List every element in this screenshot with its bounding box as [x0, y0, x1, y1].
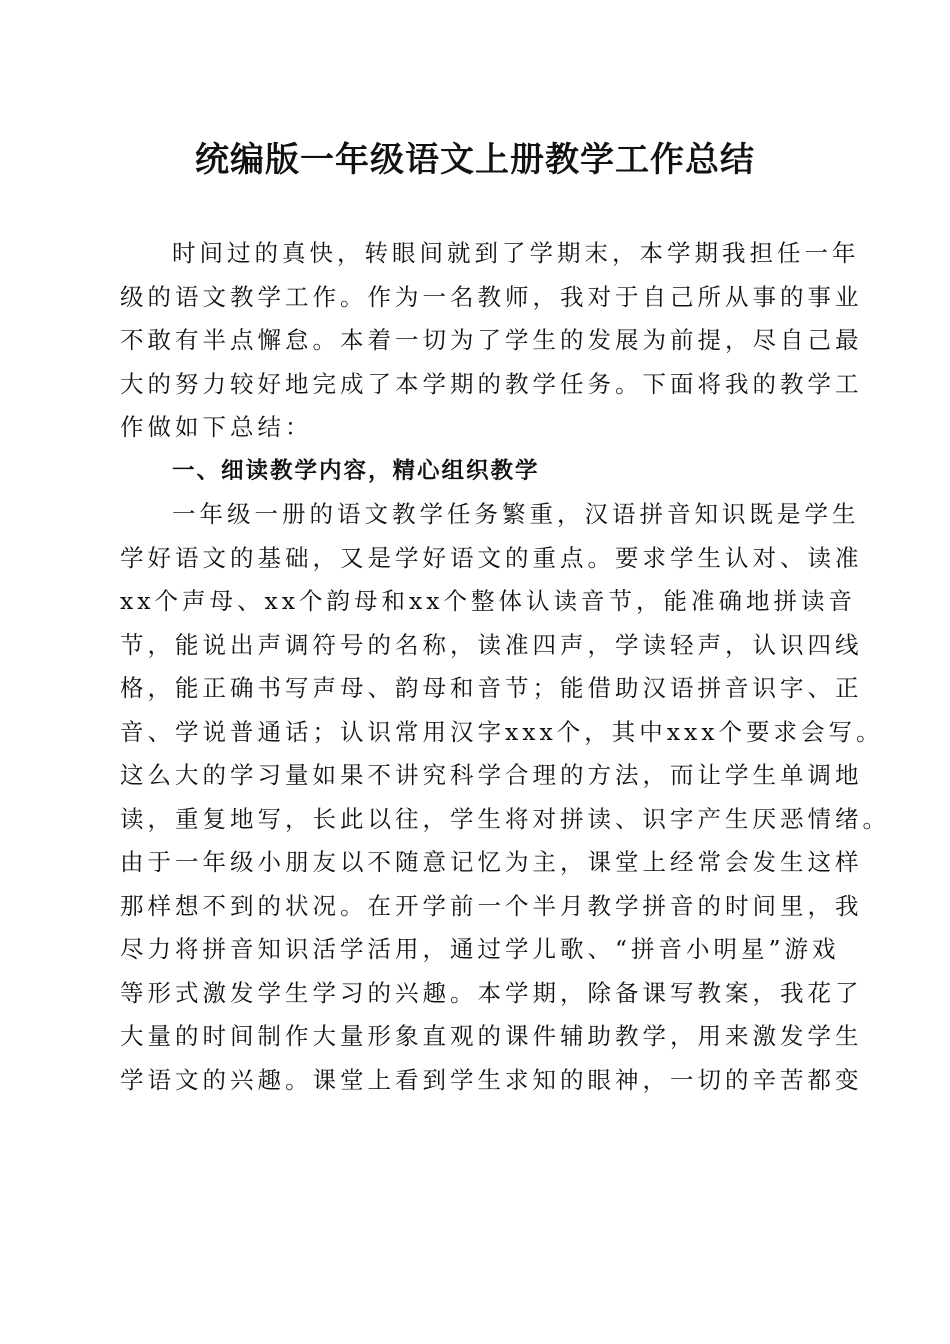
document-title: 统编版一年级语文上册教学工作总结 — [195, 140, 755, 180]
paragraph-line: 读，重复地写，长此以往，学生将对拼读、识字产生厌恶情绪。 — [120, 804, 890, 833]
paragraph-line: 由于一年级小朋友以不随意记忆为主，课堂上经常会发生这样 — [120, 848, 863, 876]
paragraph-line: 级的语文教学工作。作为一名教师，我对于自己所从事的事业 — [120, 282, 863, 311]
paragraph-line: 时间过的真快，转眼间就到了学期末，本学期我担任一年 — [172, 239, 860, 267]
paragraph-line: 音、学说普通话；认识常用汉字xxx个，其中xxx个要求会写。 — [120, 717, 884, 746]
document-body — [120, 232, 890, 1102]
paragraph-line: xx个声母、xx个韵母和xx个整体认读音节，能准确地拼读音 — [120, 587, 857, 615]
paragraph-line: 这么大的学习量如果不讲究科学合理的方法，而让学生单调地 — [120, 761, 863, 789]
section-heading: 一、细读教学内容，精心组织教学 — [172, 457, 540, 484]
paragraph-line: 大的努力较好地完成了本学期的教学任务。下面将我的教学工 — [120, 369, 863, 398]
paragraph-line: 等形式激发学生学习的兴趣。本学期，除备课写教案，我花了 — [120, 978, 863, 1007]
paragraph-line: 格，能正确书写声母、韵母和音节；能借助汉语拼音识字、正 — [120, 674, 863, 702]
paragraph-line: 大量的时间制作大量形象直观的课件辅助教学，用来激发学生 — [120, 1022, 863, 1050]
paragraph-line: 学语文的兴趣。课堂上看到学生求知的眼神，一切的辛苦都变 — [120, 1065, 863, 1094]
paragraph-line: 作做如下总结： — [120, 413, 313, 441]
paragraph-line: 尽力将拼音知识活学活用，通过学儿歌、“拼音小明星”游戏 — [120, 935, 840, 963]
paragraph-line: 学好语文的基础，又是学好语文的重点。要求学生认对、读准 — [120, 543, 863, 572]
paragraph-line: 一年级一册的语文教学任务繁重，汉语拼音知识既是学生 — [172, 500, 860, 528]
paragraph-line: 不敢有半点懈怠。本着一切为了学生的发展为前提，尽自己最 — [120, 326, 863, 354]
paragraph-line: 那样想不到的状况。在开学前一个半月教学拼音的时间里，我 — [120, 891, 863, 920]
paragraph-line: 节，能说出声调符号的名称，读准四声，学读轻声，认识四线 — [120, 630, 863, 659]
